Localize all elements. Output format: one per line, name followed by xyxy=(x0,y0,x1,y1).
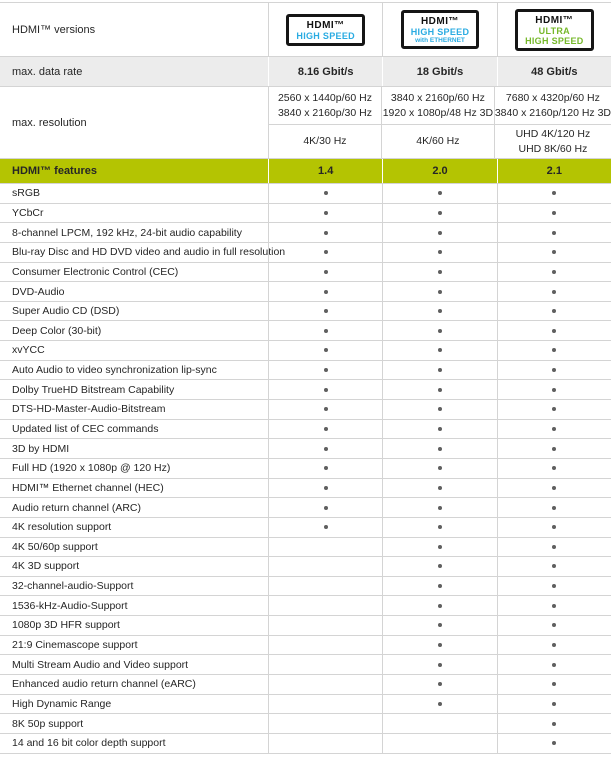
support-dot xyxy=(438,250,442,254)
feature-label: Full HD (1920 x 1080p @ 120 Hz) xyxy=(12,462,171,475)
feature-cell xyxy=(382,557,496,576)
resolution-line: 1920 x 1080p/48 Hz 3D xyxy=(382,106,494,119)
resolution-line: 7680 x 4320p/60 Hz xyxy=(505,92,600,105)
resolution-line: 3840 x 2160p/60 Hz xyxy=(390,92,485,105)
feature-label: 1536-kHz-Audio-Support xyxy=(12,599,128,612)
feature-cell xyxy=(268,518,382,537)
hdmi-comparison-table xyxy=(0,2,611,754)
support-dot xyxy=(438,682,442,686)
support-dot xyxy=(552,741,556,745)
table-row xyxy=(0,538,611,558)
version-number: 2.1 xyxy=(497,159,611,183)
feature-cell xyxy=(497,695,611,714)
feature-label: Enhanced audio return channel (eARC) xyxy=(12,678,196,691)
feature-cell xyxy=(497,655,611,674)
feature-label: HDMI™ Ethernet channel (HEC) xyxy=(12,481,164,494)
feature-cell xyxy=(268,577,382,596)
feature-cell xyxy=(268,263,382,282)
support-dot xyxy=(552,270,556,274)
feature-label: Blu-ray Disc and HD DVD video and audio in full resolution xyxy=(12,246,286,259)
table-row xyxy=(0,263,611,283)
resolution-secondary-value xyxy=(268,125,381,158)
support-dot xyxy=(552,506,556,510)
feature-label: 14 and 16 bit color depth support xyxy=(12,737,166,750)
support-dot xyxy=(324,407,328,411)
badge-cell-high-speed xyxy=(268,3,382,56)
feature-cell xyxy=(382,223,496,242)
support-dot xyxy=(438,290,442,294)
support-dot xyxy=(324,290,328,294)
features-header-row xyxy=(0,159,611,184)
support-dot xyxy=(324,250,328,254)
hdmi-logo: HDMI™ xyxy=(420,16,460,27)
feature-cell xyxy=(268,714,382,733)
feature-cell xyxy=(268,636,382,655)
support-dot xyxy=(552,584,556,588)
versions-label: HDMI™ versions xyxy=(12,23,96,36)
support-dot xyxy=(438,309,442,313)
feature-cell xyxy=(382,695,496,714)
support-dot xyxy=(324,309,328,313)
feature-cell xyxy=(268,282,382,301)
feature-cell xyxy=(497,498,611,517)
resolution-secondary-value xyxy=(494,125,611,158)
feature-cell xyxy=(268,498,382,517)
support-dot xyxy=(552,447,556,451)
support-dot xyxy=(324,447,328,451)
support-dot xyxy=(552,348,556,352)
feature-cell xyxy=(497,361,611,380)
support-dot xyxy=(324,506,328,510)
support-dot xyxy=(552,388,556,392)
feature-cell xyxy=(497,459,611,478)
support-dot xyxy=(438,643,442,647)
support-dot xyxy=(552,604,556,608)
feature-cell xyxy=(497,321,611,340)
feature-cell xyxy=(268,321,382,340)
feature-cell xyxy=(268,184,382,203)
feature-label: Consumer Electronic Control (CEC) xyxy=(12,265,179,278)
feature-cell xyxy=(497,204,611,223)
feature-label: High Dynamic Range xyxy=(12,697,112,710)
support-dot xyxy=(324,466,328,470)
table-row xyxy=(0,734,611,754)
feature-cell xyxy=(382,341,496,360)
feature-cell xyxy=(497,420,611,439)
feature-cell xyxy=(268,223,382,242)
versions-row xyxy=(0,3,611,57)
resolution-line: 3840 x 2160p/120 Hz 3D xyxy=(494,106,611,119)
feature-label: 32-channel-audio-Support xyxy=(12,580,134,593)
resolution-line: 2560 x 1440p/60 Hz xyxy=(277,92,372,105)
feature-label: 8K 50p support xyxy=(12,717,84,730)
support-dot xyxy=(438,564,442,568)
support-dot xyxy=(552,663,556,667)
support-dot xyxy=(324,486,328,490)
support-dot xyxy=(552,486,556,490)
support-dot xyxy=(324,348,328,352)
support-dot xyxy=(438,663,442,667)
table-row xyxy=(0,596,611,616)
support-dot xyxy=(552,564,556,568)
feature-cell xyxy=(382,282,496,301)
resolution-line: 4K/30 Hz xyxy=(303,135,347,148)
feature-cell xyxy=(268,341,382,360)
feature-cell xyxy=(268,734,382,753)
feature-cell xyxy=(268,655,382,674)
hdmi-ultra-high-speed-badge xyxy=(515,9,594,51)
feature-cell xyxy=(382,439,496,458)
table-row xyxy=(0,282,611,302)
feature-cell xyxy=(268,400,382,419)
support-dot xyxy=(438,447,442,451)
badge-cell-high-speed-ethernet xyxy=(382,3,496,56)
feature-label: Deep Color (30-bit) xyxy=(12,324,102,337)
support-dot xyxy=(438,466,442,470)
features-header-label: HDMI™ features xyxy=(12,165,97,177)
feature-cell xyxy=(382,538,496,557)
support-dot xyxy=(438,506,442,510)
feature-cell xyxy=(382,655,496,674)
table-row xyxy=(0,459,611,479)
feature-label: 4K 3D support xyxy=(12,560,80,573)
feature-label: 3D by HDMI xyxy=(12,442,70,455)
table-row xyxy=(0,420,611,440)
badge-speed-text-2: HIGH SPEED xyxy=(525,35,584,46)
table-row xyxy=(0,223,611,243)
support-dot xyxy=(552,525,556,529)
feature-cell xyxy=(497,263,611,282)
feature-label: 1080p 3D HFR support xyxy=(12,619,120,632)
feature-cell xyxy=(268,302,382,321)
support-dot xyxy=(324,191,328,195)
resolution-line: UHD 4K/120 Hz xyxy=(515,128,591,141)
feature-cell xyxy=(382,420,496,439)
resolution-label: max. resolution xyxy=(12,116,87,129)
feature-cell xyxy=(268,616,382,635)
support-dot xyxy=(324,525,328,529)
feature-cell xyxy=(382,616,496,635)
resolution-secondary-value xyxy=(381,125,494,158)
feature-cell xyxy=(497,243,611,262)
feature-cell xyxy=(382,204,496,223)
support-dot xyxy=(438,211,442,215)
version-number: 1.4 xyxy=(268,159,382,183)
support-dot xyxy=(552,211,556,215)
feature-cell xyxy=(382,498,496,517)
table-row xyxy=(0,518,611,538)
feature-cell xyxy=(497,577,611,596)
support-dot xyxy=(552,466,556,470)
table-row xyxy=(0,675,611,695)
feature-cell xyxy=(382,380,496,399)
feature-cell xyxy=(497,439,611,458)
badge-speed-text: HIGH SPEED xyxy=(296,30,355,41)
support-dot xyxy=(324,388,328,392)
support-dot xyxy=(438,348,442,352)
support-dot xyxy=(552,191,556,195)
feature-cell xyxy=(382,184,496,203)
table-row xyxy=(0,400,611,420)
feature-cell xyxy=(268,538,382,557)
table-row xyxy=(0,695,611,715)
support-dot xyxy=(552,368,556,372)
support-dot xyxy=(324,231,328,235)
table-row xyxy=(0,204,611,224)
feature-cell xyxy=(382,675,496,694)
support-dot xyxy=(552,623,556,627)
feature-cell xyxy=(497,636,611,655)
support-dot xyxy=(438,604,442,608)
feature-cell xyxy=(497,616,611,635)
table-row xyxy=(0,714,611,734)
feature-cell xyxy=(497,380,611,399)
table-row xyxy=(0,498,611,518)
table-row xyxy=(0,243,611,263)
support-dot xyxy=(438,584,442,588)
feature-cell xyxy=(497,223,611,242)
feature-cell xyxy=(382,302,496,321)
feature-cell xyxy=(382,714,496,733)
feature-cell xyxy=(268,420,382,439)
feature-cell xyxy=(497,479,611,498)
support-dot xyxy=(438,427,442,431)
feature-cell xyxy=(382,400,496,419)
feature-cell xyxy=(497,538,611,557)
feature-label: YCbCr xyxy=(12,206,44,219)
data-rate-label: max. data rate xyxy=(12,65,83,78)
table-row xyxy=(0,302,611,322)
table-row xyxy=(0,439,611,459)
resolution-line: 3840 x 2160p/30 Hz xyxy=(277,106,372,119)
feature-cell xyxy=(497,302,611,321)
support-dot xyxy=(552,427,556,431)
resolution-row xyxy=(0,87,611,159)
support-dot xyxy=(438,407,442,411)
feature-cell xyxy=(268,243,382,262)
support-dot xyxy=(438,388,442,392)
support-dot xyxy=(438,329,442,333)
support-dot xyxy=(552,545,556,549)
feature-label: 8-channel LPCM, 192 kHz, 24-bit audio capability xyxy=(12,226,242,239)
feature-cell xyxy=(268,204,382,223)
feature-cell xyxy=(497,596,611,615)
feature-label: DTS-HD-Master-Audio-Bitstream xyxy=(12,403,166,416)
support-dot xyxy=(552,309,556,313)
badge-cell-ultra-high-speed xyxy=(497,3,611,56)
support-dot xyxy=(324,270,328,274)
resolution-primary-value xyxy=(494,87,611,125)
table-row xyxy=(0,321,611,341)
feature-cell xyxy=(382,636,496,655)
support-dot xyxy=(438,525,442,529)
feature-cell xyxy=(268,557,382,576)
support-dot xyxy=(438,486,442,490)
data-rate-value: 8.16 Gbit/s xyxy=(268,57,382,86)
data-rate-row xyxy=(0,57,611,87)
feature-label: DVD-Audio xyxy=(12,285,65,298)
feature-cell xyxy=(382,479,496,498)
hdmi-high-speed-ethernet-badge xyxy=(401,10,480,49)
feature-label: Auto Audio to video synchronization lip-sync xyxy=(12,364,217,377)
support-dot xyxy=(438,231,442,235)
support-dot xyxy=(324,329,328,333)
feature-label: sRGB xyxy=(12,187,41,200)
feature-cell xyxy=(382,361,496,380)
feature-cell xyxy=(268,361,382,380)
feature-cell xyxy=(382,577,496,596)
hdmi-logo: HDMI™ xyxy=(535,14,574,26)
support-dot xyxy=(552,702,556,706)
feature-cell xyxy=(497,400,611,419)
feature-cell xyxy=(382,321,496,340)
table-row xyxy=(0,616,611,636)
table-row xyxy=(0,557,611,577)
support-dot xyxy=(324,211,328,215)
table-row xyxy=(0,380,611,400)
feature-label: Updated list of CEC commands xyxy=(12,423,159,435)
feature-cell xyxy=(268,675,382,694)
feature-label: 4K resolution support xyxy=(12,521,112,534)
feature-cell xyxy=(382,243,496,262)
badge-sub-text: with ETHERNET xyxy=(415,37,465,44)
resolution-line: UHD 8K/60 Hz xyxy=(518,142,588,155)
support-dot xyxy=(438,702,442,706)
version-number: 2.0 xyxy=(382,159,496,183)
feature-cell xyxy=(497,675,611,694)
badge-speed-text: ULTRA xyxy=(538,25,570,36)
support-dot xyxy=(438,368,442,372)
table-row xyxy=(0,636,611,656)
table-row xyxy=(0,655,611,675)
data-rate-value: 18 Gbit/s xyxy=(382,57,496,86)
feature-cell xyxy=(268,596,382,615)
resolution-primary-value xyxy=(381,87,494,125)
table-row xyxy=(0,479,611,499)
table-row xyxy=(0,341,611,361)
feature-cell xyxy=(497,518,611,537)
support-dot xyxy=(552,290,556,294)
feature-cell xyxy=(497,341,611,360)
support-dot xyxy=(438,545,442,549)
feature-label: 4K 50/60p support xyxy=(12,540,98,553)
feature-cell xyxy=(497,282,611,301)
resolution-line: 4K/60 Hz xyxy=(416,135,460,148)
support-dot xyxy=(552,722,556,726)
support-dot xyxy=(438,623,442,627)
feature-cell xyxy=(382,263,496,282)
feature-cell xyxy=(382,596,496,615)
feature-label: 21:9 Cinemascope support xyxy=(12,639,138,652)
feature-cell xyxy=(268,695,382,714)
feature-label: Audio return channel (ARC) xyxy=(12,501,141,514)
table-row xyxy=(0,184,611,204)
feature-cell xyxy=(268,380,382,399)
feature-cell xyxy=(268,479,382,498)
features-body xyxy=(0,184,611,754)
feature-cell xyxy=(497,557,611,576)
feature-cell xyxy=(382,734,496,753)
support-dot xyxy=(552,329,556,333)
hdmi-high-speed-badge xyxy=(286,14,365,46)
support-dot xyxy=(438,270,442,274)
support-dot xyxy=(552,682,556,686)
support-dot xyxy=(552,407,556,411)
table-row xyxy=(0,361,611,381)
data-rate-value: 48 Gbit/s xyxy=(497,57,611,86)
feature-cell xyxy=(268,459,382,478)
feature-label: Multi Stream Audio and Video support xyxy=(12,658,189,671)
resolution-primary-value xyxy=(268,87,381,125)
feature-cell xyxy=(497,714,611,733)
table-row xyxy=(0,577,611,597)
support-dot xyxy=(552,231,556,235)
feature-label: Dolby TrueHD Bitstream Capability xyxy=(12,383,175,396)
support-dot xyxy=(324,427,328,431)
feature-cell xyxy=(382,518,496,537)
support-dot xyxy=(438,191,442,195)
feature-label: Super Audio CD (DSD) xyxy=(12,305,120,318)
hdmi-logo: HDMI™ xyxy=(306,19,345,31)
feature-label: xvYCC xyxy=(12,344,45,357)
feature-cell xyxy=(382,459,496,478)
feature-cell xyxy=(497,184,611,203)
support-dot xyxy=(324,368,328,372)
feature-cell xyxy=(497,734,611,753)
support-dot xyxy=(552,250,556,254)
badge-speed-text: HIGH SPEED xyxy=(410,27,470,37)
feature-cell xyxy=(268,439,382,458)
support-dot xyxy=(552,643,556,647)
